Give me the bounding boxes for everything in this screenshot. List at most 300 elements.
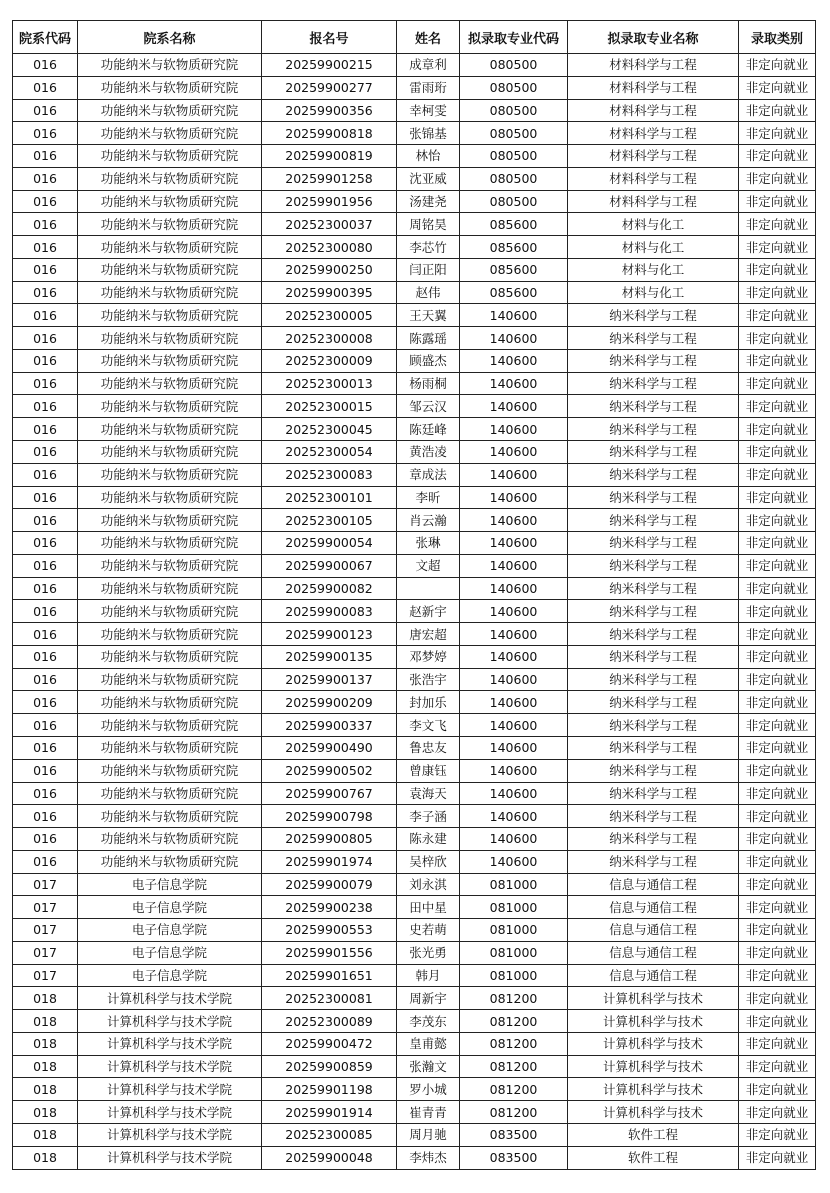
dept-name-cell: 电子信息学院: [78, 964, 262, 987]
table-row: [13, 805, 816, 828]
name-cell: 赵新宇: [397, 600, 460, 623]
dept-code-cell: 016: [13, 623, 78, 646]
table-row: [13, 395, 816, 418]
admission-type-cell: 非定向就业: [739, 1101, 816, 1124]
table-row: [13, 577, 816, 600]
major-name-cell: 计算机科学与技术: [568, 987, 739, 1010]
registration-no-cell: 20259900337: [262, 714, 397, 737]
dept-name-cell: 计算机科学与技术学院: [78, 1078, 262, 1101]
name-cell: 周月驰: [397, 1123, 460, 1146]
registration-no-cell: 20259900277: [262, 76, 397, 99]
registration-no-cell: 20252300005: [262, 304, 397, 327]
table-row: [13, 941, 816, 964]
registration-no-cell: 20259901198: [262, 1078, 397, 1101]
registration-no-cell: 20252300083: [262, 463, 397, 486]
major-code-cell: 080500: [460, 122, 568, 145]
dept-name-cell: 功能纳米与软物质研究院: [78, 349, 262, 372]
major-name-cell: 纳米科学与工程: [568, 828, 739, 851]
admission-type-cell: 非定向就业: [739, 441, 816, 464]
admission-list-sheet: [12, 20, 815, 1170]
admission-type-cell: 非定向就业: [739, 623, 816, 646]
name-cell: 张浩宇: [397, 668, 460, 691]
dept-code-cell: 017: [13, 896, 78, 919]
registration-no-cell: 20259900805: [262, 828, 397, 851]
registration-no-cell: 20252300045: [262, 418, 397, 441]
table-row: [13, 190, 816, 213]
dept-name-cell: 功能纳米与软物质研究院: [78, 623, 262, 646]
dept-name-cell: 功能纳米与软物质研究院: [78, 190, 262, 213]
registration-no-cell: 20259900123: [262, 623, 397, 646]
name-cell: 林怡: [397, 145, 460, 168]
dept-code-cell: 016: [13, 236, 78, 259]
admission-type-cell: 非定向就业: [739, 554, 816, 577]
major-code-cell: 140600: [460, 782, 568, 805]
major-code-cell: 140600: [460, 532, 568, 555]
name-cell: 赵伟: [397, 281, 460, 304]
name-cell: 罗小城: [397, 1078, 460, 1101]
name-cell: 张琳: [397, 532, 460, 555]
table-row: [13, 122, 816, 145]
dept-code-cell: 016: [13, 122, 78, 145]
registration-no-cell: 20259900079: [262, 873, 397, 896]
name-cell: 李茂东: [397, 1010, 460, 1033]
table-row: [13, 304, 816, 327]
major-name-cell: 纳米科学与工程: [568, 645, 739, 668]
name-cell: 田中星: [397, 896, 460, 919]
major-code-cell: 083500: [460, 1146, 568, 1169]
dept-name-cell: 功能纳米与软物质研究院: [78, 99, 262, 122]
dept-code-cell: 016: [13, 258, 78, 281]
major-name-cell: 纳米科学与工程: [568, 668, 739, 691]
name-cell: 李文飞: [397, 714, 460, 737]
table-row: [13, 1101, 816, 1124]
major-code-cell: 081200: [460, 987, 568, 1010]
dept-code-cell: 017: [13, 941, 78, 964]
major-code-cell: 140600: [460, 349, 568, 372]
admission-type-cell: 非定向就业: [739, 782, 816, 805]
dept-code-cell: 016: [13, 76, 78, 99]
name-cell: 李昕: [397, 486, 460, 509]
admission-type-cell: 非定向就业: [739, 509, 816, 532]
major-name-cell: 纳米科学与工程: [568, 463, 739, 486]
header-admission-type: 录取类别: [739, 21, 816, 54]
major-name-cell: 纳米科学与工程: [568, 600, 739, 623]
major-code-cell: 140600: [460, 850, 568, 873]
major-name-cell: 材料与化工: [568, 258, 739, 281]
major-code-cell: 140600: [460, 395, 568, 418]
dept-code-cell: 016: [13, 600, 78, 623]
dept-name-cell: 功能纳米与软物质研究院: [78, 258, 262, 281]
registration-no-cell: 20252300080: [262, 236, 397, 259]
major-code-cell: 080500: [460, 167, 568, 190]
registration-no-cell: 20252300015: [262, 395, 397, 418]
dept-code-cell: 016: [13, 463, 78, 486]
registration-no-cell: 20252300037: [262, 213, 397, 236]
registration-no-cell: 20252300054: [262, 441, 397, 464]
major-name-cell: 纳米科学与工程: [568, 736, 739, 759]
header-dept-name: 院系名称: [78, 21, 262, 54]
major-code-cell: 085600: [460, 236, 568, 259]
admission-type-cell: 非定向就业: [739, 532, 816, 555]
dept-code-cell: 016: [13, 145, 78, 168]
admission-type-cell: 非定向就业: [739, 759, 816, 782]
dept-name-cell: 功能纳米与软物质研究院: [78, 554, 262, 577]
table-row: [13, 691, 816, 714]
registration-no-cell: 20259900472: [262, 1032, 397, 1055]
major-name-cell: 纳米科学与工程: [568, 554, 739, 577]
admission-type-cell: 非定向就业: [739, 987, 816, 1010]
major-name-cell: 纳米科学与工程: [568, 759, 739, 782]
major-code-cell: 140600: [460, 645, 568, 668]
table-row: [13, 850, 816, 873]
major-name-cell: 计算机科学与技术: [568, 1101, 739, 1124]
admission-type-cell: 非定向就业: [739, 463, 816, 486]
table-row: [13, 258, 816, 281]
dept-code-cell: 016: [13, 532, 78, 555]
major-name-cell: 纳米科学与工程: [568, 805, 739, 828]
dept-name-cell: 电子信息学院: [78, 941, 262, 964]
major-name-cell: 材料科学与工程: [568, 54, 739, 77]
dept-code-cell: 017: [13, 873, 78, 896]
registration-no-cell: 20259900819: [262, 145, 397, 168]
dept-name-cell: 功能纳米与软物质研究院: [78, 828, 262, 851]
table-row: [13, 828, 816, 851]
major-name-cell: 纳米科学与工程: [568, 509, 739, 532]
name-cell: 雷雨珩: [397, 76, 460, 99]
admission-type-cell: 非定向就业: [739, 99, 816, 122]
admission-type-cell: 非定向就业: [739, 873, 816, 896]
dept-name-cell: 功能纳米与软物质研究院: [78, 645, 262, 668]
dept-name-cell: 功能纳米与软物质研究院: [78, 304, 262, 327]
dept-code-cell: 018: [13, 1055, 78, 1078]
name-cell: 章成法: [397, 463, 460, 486]
header-dept-code: 院系代码: [13, 21, 78, 54]
registration-no-cell: 20259900502: [262, 759, 397, 782]
table-row: [13, 736, 816, 759]
dept-name-cell: 功能纳米与软物质研究院: [78, 714, 262, 737]
table-row: [13, 509, 816, 532]
table-row: [13, 668, 816, 691]
dept-code-cell: 016: [13, 99, 78, 122]
table-row: [13, 759, 816, 782]
table-row: [13, 554, 816, 577]
name-cell: 刘永淇: [397, 873, 460, 896]
dept-code-cell: 016: [13, 190, 78, 213]
dept-name-cell: 功能纳米与软物质研究院: [78, 805, 262, 828]
major-name-cell: 纳米科学与工程: [568, 532, 739, 555]
name-cell: 张瀚文: [397, 1055, 460, 1078]
dept-name-cell: 功能纳米与软物质研究院: [78, 486, 262, 509]
dept-code-cell: 017: [13, 964, 78, 987]
admission-type-cell: 非定向就业: [739, 736, 816, 759]
major-code-cell: 140600: [460, 486, 568, 509]
admission-type-cell: 非定向就业: [739, 828, 816, 851]
table-row: [13, 532, 816, 555]
major-name-cell: 材料与化工: [568, 236, 739, 259]
admission-type-cell: 非定向就业: [739, 1078, 816, 1101]
table-row: [13, 919, 816, 942]
registration-no-cell: 20259900083: [262, 600, 397, 623]
dept-code-cell: 016: [13, 782, 78, 805]
dept-name-cell: 计算机科学与技术学院: [78, 1146, 262, 1169]
registration-no-cell: 20259900798: [262, 805, 397, 828]
dept-name-cell: 功能纳米与软物质研究院: [78, 281, 262, 304]
major-code-cell: 140600: [460, 327, 568, 350]
registration-no-cell: 20259900209: [262, 691, 397, 714]
table-row: [13, 167, 816, 190]
table-row: [13, 1010, 816, 1033]
admission-type-cell: 非定向就业: [739, 304, 816, 327]
dept-name-cell: 功能纳米与软物质研究院: [78, 167, 262, 190]
admission-table: [12, 20, 816, 1170]
major-name-cell: 材料与化工: [568, 281, 739, 304]
admission-type-cell: 非定向就业: [739, 349, 816, 372]
registration-no-cell: 20252300101: [262, 486, 397, 509]
major-code-cell: 140600: [460, 805, 568, 828]
dept-name-cell: 功能纳米与软物质研究院: [78, 691, 262, 714]
dept-name-cell: 功能纳米与软物质研究院: [78, 213, 262, 236]
major-code-cell: 081000: [460, 896, 568, 919]
major-code-cell: 081000: [460, 941, 568, 964]
dept-name-cell: 功能纳米与软物质研究院: [78, 463, 262, 486]
major-code-cell: 080500: [460, 54, 568, 77]
table-row: [13, 873, 816, 896]
dept-code-cell: 016: [13, 418, 78, 441]
major-name-cell: 纳米科学与工程: [568, 372, 739, 395]
registration-no-cell: 20259900048: [262, 1146, 397, 1169]
major-name-cell: 材料科学与工程: [568, 167, 739, 190]
name-cell: 皇甫懿: [397, 1032, 460, 1055]
dept-name-cell: 功能纳米与软物质研究院: [78, 668, 262, 691]
admission-type-cell: 非定向就业: [739, 1032, 816, 1055]
registration-no-cell: 20259900054: [262, 532, 397, 555]
admission-type-cell: 非定向就业: [739, 236, 816, 259]
dept-code-cell: 016: [13, 714, 78, 737]
admission-type-cell: 非定向就业: [739, 281, 816, 304]
registration-no-cell: 20259901914: [262, 1101, 397, 1124]
dept-name-cell: 计算机科学与技术学院: [78, 987, 262, 1010]
major-code-cell: 085600: [460, 213, 568, 236]
admission-type-cell: 非定向就业: [739, 213, 816, 236]
major-name-cell: 纳米科学与工程: [568, 395, 739, 418]
admission-type-cell: 非定向就业: [739, 258, 816, 281]
admission-type-cell: 非定向就业: [739, 919, 816, 942]
table-body: [13, 54, 816, 1170]
table-row: [13, 236, 816, 259]
major-code-cell: 081200: [460, 1101, 568, 1124]
name-cell: 陈廷峰: [397, 418, 460, 441]
major-name-cell: 纳米科学与工程: [568, 418, 739, 441]
major-name-cell: 软件工程: [568, 1123, 739, 1146]
table-row: [13, 418, 816, 441]
major-name-cell: 信息与通信工程: [568, 919, 739, 942]
major-name-cell: 计算机科学与技术: [568, 1055, 739, 1078]
major-name-cell: 纳米科学与工程: [568, 850, 739, 873]
name-cell: 王天翼: [397, 304, 460, 327]
dept-name-cell: 计算机科学与技术学院: [78, 1055, 262, 1078]
registration-no-cell: 20259901974: [262, 850, 397, 873]
admission-type-cell: 非定向就业: [739, 395, 816, 418]
dept-code-cell: 018: [13, 1123, 78, 1146]
table-row: [13, 54, 816, 77]
dept-name-cell: 功能纳米与软物质研究院: [78, 418, 262, 441]
dept-name-cell: 功能纳米与软物质研究院: [78, 850, 262, 873]
registration-no-cell: 20259901956: [262, 190, 397, 213]
admission-type-cell: 非定向就业: [739, 896, 816, 919]
major-code-cell: 140600: [460, 623, 568, 646]
header-major-name: 拟录取专业名称: [568, 21, 739, 54]
dept-name-cell: 功能纳米与软物质研究院: [78, 236, 262, 259]
admission-type-cell: 非定向就业: [739, 691, 816, 714]
admission-type-cell: 非定向就业: [739, 1010, 816, 1033]
name-cell: 杨雨桐: [397, 372, 460, 395]
registration-no-cell: 20252300009: [262, 349, 397, 372]
major-name-cell: 纳米科学与工程: [568, 441, 739, 464]
registration-no-cell: 20259900767: [262, 782, 397, 805]
name-cell: 陈露瑶: [397, 327, 460, 350]
registration-no-cell: 20252300105: [262, 509, 397, 532]
table-row: [13, 1078, 816, 1101]
name-cell: 汤建尧: [397, 190, 460, 213]
admission-type-cell: 非定向就业: [739, 1123, 816, 1146]
major-code-cell: 140600: [460, 736, 568, 759]
table-row: [13, 1123, 816, 1146]
registration-no-cell: 20259901556: [262, 941, 397, 964]
registration-no-cell: 20259900395: [262, 281, 397, 304]
dept-name-cell: 功能纳米与软物质研究院: [78, 122, 262, 145]
admission-type-cell: 非定向就业: [739, 145, 816, 168]
dept-name-cell: 功能纳米与软物质研究院: [78, 759, 262, 782]
dept-code-cell: 016: [13, 441, 78, 464]
name-cell: 文超: [397, 554, 460, 577]
registration-no-cell: 20259901258: [262, 167, 397, 190]
major-code-cell: 140600: [460, 714, 568, 737]
dept-name-cell: 功能纳米与软物质研究院: [78, 76, 262, 99]
major-code-cell: 083500: [460, 1123, 568, 1146]
dept-code-cell: 016: [13, 372, 78, 395]
dept-code-cell: 016: [13, 304, 78, 327]
major-name-cell: 信息与通信工程: [568, 941, 739, 964]
admission-type-cell: 非定向就业: [739, 76, 816, 99]
dept-name-cell: 功能纳米与软物质研究院: [78, 532, 262, 555]
name-cell: 顾盛杰: [397, 349, 460, 372]
name-cell: 崔青青: [397, 1101, 460, 1124]
admission-type-cell: 非定向就业: [739, 418, 816, 441]
dept-name-cell: 功能纳米与软物质研究院: [78, 145, 262, 168]
registration-no-cell: 20259901651: [262, 964, 397, 987]
major-code-cell: 140600: [460, 441, 568, 464]
dept-code-cell: 016: [13, 281, 78, 304]
admission-type-cell: 非定向就业: [739, 941, 816, 964]
table-row: [13, 1032, 816, 1055]
dept-code-cell: 016: [13, 736, 78, 759]
major-name-cell: 材料科学与工程: [568, 145, 739, 168]
major-name-cell: 纳米科学与工程: [568, 623, 739, 646]
dept-code-cell: 016: [13, 349, 78, 372]
table-row: [13, 145, 816, 168]
major-code-cell: 081000: [460, 919, 568, 942]
dept-name-cell: 功能纳米与软物质研究院: [78, 509, 262, 532]
name-cell: 肖云瀚: [397, 509, 460, 532]
major-code-cell: 140600: [460, 577, 568, 600]
dept-name-cell: 电子信息学院: [78, 873, 262, 896]
name-cell: 周新宇: [397, 987, 460, 1010]
dept-name-cell: 功能纳米与软物质研究院: [78, 782, 262, 805]
header-name: 姓名: [397, 21, 460, 54]
name-cell: 成章利: [397, 54, 460, 77]
admission-type-cell: 非定向就业: [739, 327, 816, 350]
registration-no-cell: 20252300013: [262, 372, 397, 395]
dept-code-cell: 016: [13, 486, 78, 509]
name-cell: 陈永建: [397, 828, 460, 851]
admission-type-cell: 非定向就业: [739, 372, 816, 395]
major-name-cell: 软件工程: [568, 1146, 739, 1169]
name-cell: 邹云汉: [397, 395, 460, 418]
major-name-cell: 材料科学与工程: [568, 190, 739, 213]
major-name-cell: 信息与通信工程: [568, 964, 739, 987]
major-code-cell: 081000: [460, 873, 568, 896]
major-code-cell: 140600: [460, 463, 568, 486]
registration-no-cell: 20252300008: [262, 327, 397, 350]
major-code-cell: 140600: [460, 509, 568, 532]
registration-no-cell: 20252300085: [262, 1123, 397, 1146]
table-row: [13, 645, 816, 668]
major-code-cell: 140600: [460, 759, 568, 782]
major-name-cell: 纳米科学与工程: [568, 782, 739, 805]
name-cell: 李炜杰: [397, 1146, 460, 1169]
table-row: [13, 76, 816, 99]
major-name-cell: 纳米科学与工程: [568, 349, 739, 372]
major-name-cell: 材料科学与工程: [568, 76, 739, 99]
dept-name-cell: 功能纳米与软物质研究院: [78, 600, 262, 623]
table-row: [13, 987, 816, 1010]
admission-type-cell: 非定向就业: [739, 805, 816, 828]
dept-code-cell: 018: [13, 1146, 78, 1169]
table-row: [13, 372, 816, 395]
dept-name-cell: 功能纳米与软物质研究院: [78, 577, 262, 600]
dept-code-cell: 016: [13, 577, 78, 600]
registration-no-cell: 20259900135: [262, 645, 397, 668]
registration-no-cell: 20259900859: [262, 1055, 397, 1078]
name-cell: 幸柯雯: [397, 99, 460, 122]
dept-name-cell: 电子信息学院: [78, 919, 262, 942]
table-row: [13, 896, 816, 919]
table-row: [13, 1146, 816, 1169]
admission-type-cell: 非定向就业: [739, 668, 816, 691]
dept-code-cell: 016: [13, 668, 78, 691]
major-name-cell: 纳米科学与工程: [568, 327, 739, 350]
name-cell: 张锦基: [397, 122, 460, 145]
dept-name-cell: 计算机科学与技术学院: [78, 1123, 262, 1146]
dept-code-cell: 016: [13, 54, 78, 77]
dept-name-cell: 功能纳米与软物质研究院: [78, 736, 262, 759]
admission-type-cell: 非定向就业: [739, 190, 816, 213]
dept-name-cell: 计算机科学与技术学院: [78, 1010, 262, 1033]
major-code-cell: 081200: [460, 1055, 568, 1078]
dept-code-cell: 016: [13, 167, 78, 190]
name-cell: 鲁忠友: [397, 736, 460, 759]
header-registration-no: 报名号: [262, 21, 397, 54]
table-row: [13, 281, 816, 304]
name-cell: 李子涵: [397, 805, 460, 828]
registration-no-cell: 20259900238: [262, 896, 397, 919]
major-name-cell: 信息与通信工程: [568, 896, 739, 919]
name-cell: 唐宏超: [397, 623, 460, 646]
admission-type-cell: 非定向就业: [739, 645, 816, 668]
admission-type-cell: 非定向就业: [739, 1055, 816, 1078]
major-name-cell: 纳米科学与工程: [568, 691, 739, 714]
dept-code-cell: 016: [13, 395, 78, 418]
